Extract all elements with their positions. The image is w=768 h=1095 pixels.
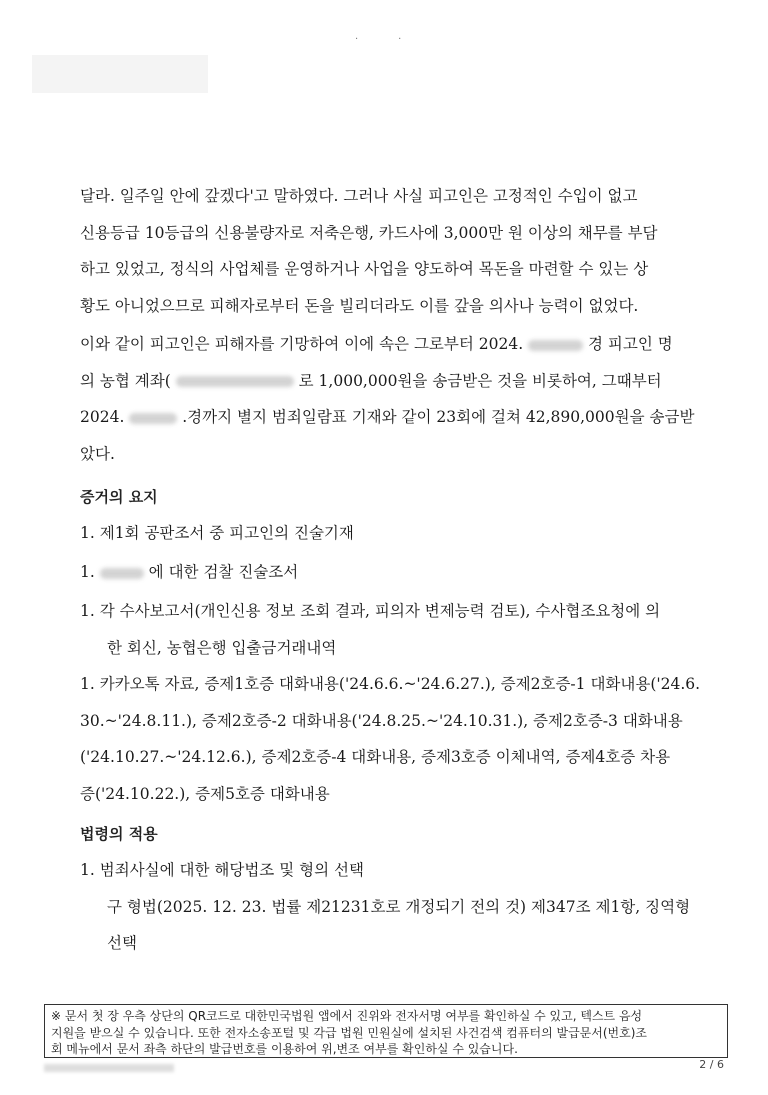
- evidence-line: 1. 각 수사보고서(개인신용 정보 조회 결과, 피의자 변제능력 검토), 수사협조요청에 의: [80, 602, 661, 620]
- body-line: 달라. 일주일 안에 갚겠다'고 말하였다. 그러나 사실 피고인은 고정적인 수입이 없고: [80, 187, 638, 205]
- evidence-item-2: [80, 554, 690, 591]
- evidence-line: ('24.10.27.~'24.12.6.), 증제2호증-4 대화내용, 증제3호증 이체내역, 증제4호증 차용: [80, 748, 671, 766]
- page-number: 2 / 6: [699, 1058, 724, 1071]
- body-line: 황도 아니었으므로 피해자로부터 돈을 빌리더라도 이를 갚을 의사나 능력이 없었다.: [80, 296, 639, 315]
- body-line: [80, 326, 688, 363]
- body-line: 았다.: [80, 444, 115, 463]
- body-paragraph-2: [80, 326, 695, 472]
- law-line: 1. 범죄사실에 대한 해당법조 및 형의 선택: [80, 861, 364, 879]
- evidence-line: 1. 카카오톡 자료, 증제1호증 대화내용('24.6.6.~'24.6.27.), 증제2호증-1 대화내용('24.6.: [80, 675, 701, 693]
- law-heading: 법령의 적용: [80, 825, 158, 843]
- evidence-item-4: [80, 666, 701, 812]
- body-line: [80, 363, 688, 400]
- evidence-line: 1. 제1회 공판조서 중 피고인의 진술기재: [80, 524, 354, 542]
- law-line: 구 형법(2025. 12. 23. 법률 제21231호로 개정되기 전의 것) 제347조 제1항, 징역형: [107, 897, 691, 916]
- redacted-issue-number: [44, 1064, 174, 1072]
- law-item-1: [80, 852, 690, 962]
- evidence-item-1: [80, 515, 690, 552]
- item-text: 에 대한 검찰 진술조서: [148, 563, 299, 581]
- scan-dots: ··: [355, 34, 442, 45]
- body-paragraph-1: [80, 178, 688, 324]
- body-text: 2024.: [80, 408, 125, 426]
- evidence-line: [80, 554, 690, 591]
- verification-notice-box: [44, 1004, 728, 1058]
- evidence-line: 한 회신, 농협은행 입출금거래내역: [107, 638, 337, 657]
- body-text: 의 농협 계좌(: [80, 371, 171, 390]
- evidence-item-3: [80, 593, 690, 666]
- notice-line: ※ 문서 첫 장 우측 상단의 QR코드로 대한민국법원 앱에서 진위와 전자서명 여부를 확인하실 수 있고, 텍스트 음성: [51, 1009, 643, 1023]
- notice-line: 지원을 받으실 수 있습니다. 또한 전자소송포털 및 각급 법원 민원실에 설치된 사건검색 컴퓨터의 발급문서(번호)조: [51, 1025, 648, 1040]
- redacted-name: [100, 568, 144, 579]
- body-line: 하고 있었고, 정식의 사업체를 운영하거나 사업을 양도하여 목돈을 마련할 수 있는 상: [80, 260, 649, 278]
- body-text: 이와 같이 피고인은 피해자를 기망하여 이에 속은 그로부터 2024.: [80, 335, 524, 353]
- law-line: 선택: [107, 934, 137, 952]
- redacted-date: [129, 413, 177, 424]
- body-line: 신용등급 10등급의 신용불량자로 저축은행, 카드사에 3,000만 원 이상의 채무를 부담: [80, 223, 658, 242]
- redacted-header-block: [32, 55, 208, 93]
- evidence-heading: 증거의 요지: [80, 488, 158, 506]
- body-text: .경까지 별지 범죄일람표 기재와 같이 23회에 걸쳐 42,890,000원을 송금받: [182, 408, 695, 426]
- body-line: [80, 399, 695, 436]
- notice-line: 회 메뉴에서 문서 좌측 하단의 발급번호를 이용하여 위,변조 여부를 확인하실 수 있습니다.: [51, 1042, 518, 1056]
- redacted-account: [176, 376, 294, 387]
- redacted-date: [528, 340, 583, 351]
- body-text: 경 피고인 명: [588, 335, 673, 353]
- evidence-line: 30.~'24.8.11.), 증제2호증-2 대화내용('24.8.25.~'24.10.31.), 증제2호증-3 대화내용: [80, 711, 683, 730]
- evidence-line: 증('24.10.22.), 증제5호증 대화내용: [80, 784, 330, 803]
- body-text: 로 1,000,000원을 송금받은 것을 비롯하여, 그때부터: [298, 371, 662, 390]
- item-number: 1.: [80, 563, 95, 581]
